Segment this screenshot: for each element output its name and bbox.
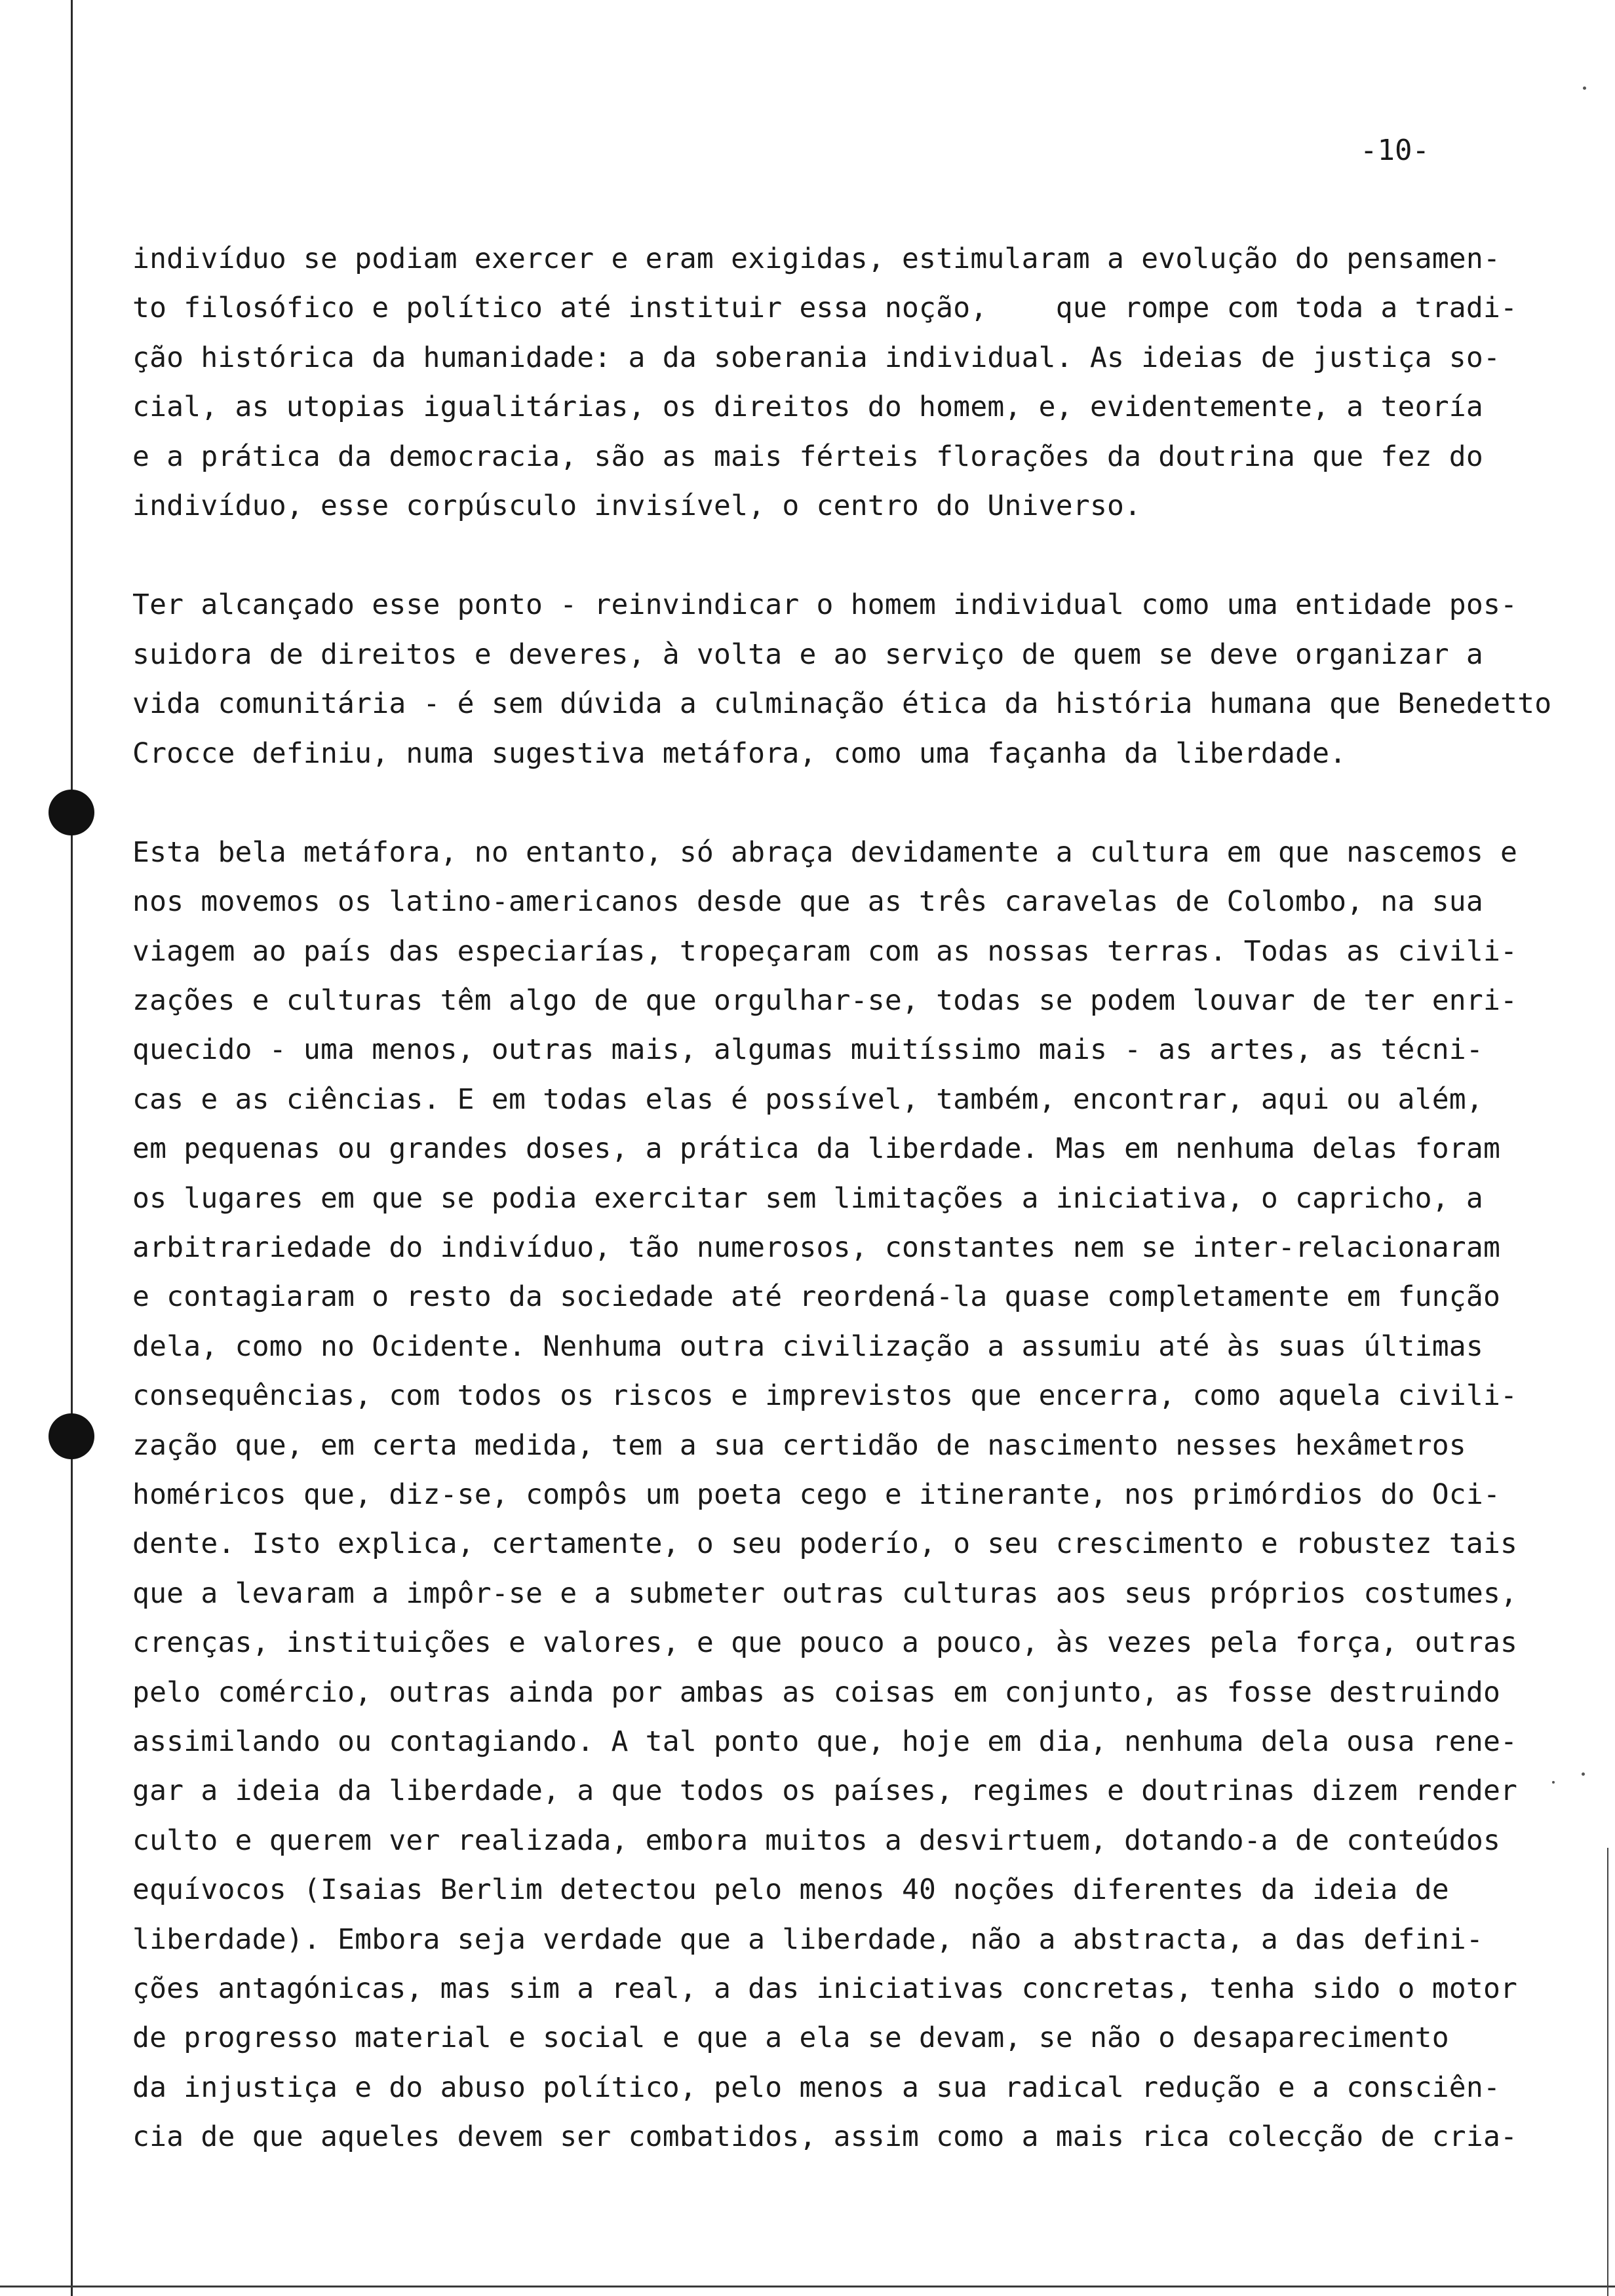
text-line: zações e culturas têm algo de que orgulhar-se, todas se podem louvar de ter enri- [132, 984, 1518, 1018]
paragraph [132, 235, 1548, 531]
punch-hole-upper [49, 790, 94, 835]
text-line: quecido - uma menos, outras mais, algumas muitíssimo mais - as artes, as técni- [132, 1033, 1483, 1067]
text-line: equívocos (Isaias Berlim detectou pelo menos 40 noções diferentes da ideia de [132, 1873, 1449, 1907]
text-line: e contagiaram o resto da sociedade até reordená-la quase completamente em função [132, 1280, 1501, 1314]
text-line: homéricos que, diz-se, compôs um poeta cego e itinerante, nos primórdios do Oci- [132, 1478, 1501, 1511]
text-line: Crocce definiu, numa sugestiva metáfora, como uma façanha da liberdade. [132, 737, 1347, 770]
scan-speck [1582, 1772, 1585, 1776]
text-line: Esta bela metáfora, no entanto, só abraça devidamente a cultura em que nascemos e [132, 835, 1518, 869]
text-line: assimilando ou contagiando. A tal ponto que, hoje em dia, nenhuma dela ousa rene- [132, 1725, 1518, 1758]
scan-speck [1552, 1781, 1555, 1784]
text-line: zação que, em certa medida, tem a sua certidão de nascimento nesses hexâmetros [132, 1428, 1466, 1462]
text-line: suidora de direitos e deveres, à volta e ao serviço de quem se deve organizar a [132, 638, 1483, 671]
text-line: em pequenas ou grandes doses, a prática da liberdade. Mas em nenhuma delas foram [132, 1132, 1501, 1166]
text-line: consequências, com todos os riscos e imprevistos que encerra, como aquela civili- [132, 1379, 1518, 1413]
text-line: crenças, instituições e valores, e que pouco a pouco, às vezes pela força, outras [132, 1626, 1518, 1660]
page-right-border [1607, 1848, 1608, 2296]
page-bottom-border [0, 2286, 1615, 2287]
text-line: dente. Isto explica, certamente, o seu poderío, o seu crescimento e robustez tais [132, 1527, 1518, 1561]
text-line: gar a ideia da liberdade, a que todos os países, regimes e doutrinas dizem render [132, 1774, 1518, 1808]
text-line: e a prática da democracia, são as mais férteis florações da doutrina que fez do [132, 440, 1483, 473]
scan-speck [1583, 86, 1586, 90]
text-line: da injustiça e do abuso político, pelo menos a sua radical redução e a consciên- [132, 2071, 1501, 2104]
paragraph [132, 581, 1552, 778]
page-left-border [71, 0, 73, 2296]
text-line: arbitrariedade do indivíduo, tão numerosos, constantes nem se inter-relacionaram [132, 1231, 1501, 1265]
text-line: cial, as utopias igualitárias, os direitos do homem, e, evidentemente, a teoría [132, 391, 1483, 424]
text-line: liberdade). Embora seja verdade que a liberdade, não a abstracta, a das defini- [132, 1923, 1483, 1956]
text-line: os lugares em que se podia exercitar sem limitações a iniciativa, o capricho, a [132, 1181, 1483, 1215]
text-line: Ter alcançado esse ponto - reinvindicar o homem individual como uma entidade pos- [132, 588, 1518, 622]
text-line: dela, como no Ocidente. Nenhuma outra civilização a assumiu até às suas últimas [132, 1330, 1483, 1363]
body-text [132, 235, 1552, 2211]
punch-hole-lower [49, 1413, 94, 1459]
text-line: cas e as ciências. E em todas elas é possível, também, encontrar, aqui ou além, [132, 1082, 1483, 1116]
text-line: to filosófico e político até instituir essa noção, que rompe com toda a tradi- [132, 292, 1518, 325]
text-line: vida comunitária - é sem dúvida a culminação ética da história humana que Benedetto [132, 687, 1552, 721]
text-line: pelo comércio, outras ainda por ambas as coisas em conjunto, as fosse destruindo [132, 1675, 1501, 1709]
text-line: viagem ao país das especiarías, tropeçaram com as nossas terras. Todas as civili- [132, 934, 1518, 968]
text-line: nos movemos os latino-americanos desde que as três caravelas de Colombo, na sua [132, 885, 1483, 919]
text-line: culto e querem ver realizada, embora muitos a desvirtuem, dotando-a de conteúdos [132, 1824, 1501, 1857]
text-line: de progresso material e social e que a ela se devam, se não o desaparecimento [132, 2021, 1449, 2055]
text-line: ções antagónicas, mas sim a real, a das iniciativas concretas, tenha sido o motor [132, 1972, 1518, 2005]
text-line: indivíduo se podiam exercer e eram exigidas, estimularam a evolução do pensamen- [132, 242, 1501, 275]
text-line: ção histórica da humanidade: a da soberania individual. As ideias de justiça so- [132, 341, 1501, 374]
text-line: cia de que aqueles devem ser combatidos, assim como a mais rica colecção de cria- [132, 2120, 1518, 2154]
paragraph [132, 828, 1548, 2162]
text-line: que a levaram a impôr-se e a submeter outras culturas aos seus próprios costumes, [132, 1577, 1518, 1610]
page-number: -10- [1360, 134, 1430, 167]
text-line: indivíduo, esse corpúsculo invisível, o centro do Universo. [132, 489, 1142, 522]
